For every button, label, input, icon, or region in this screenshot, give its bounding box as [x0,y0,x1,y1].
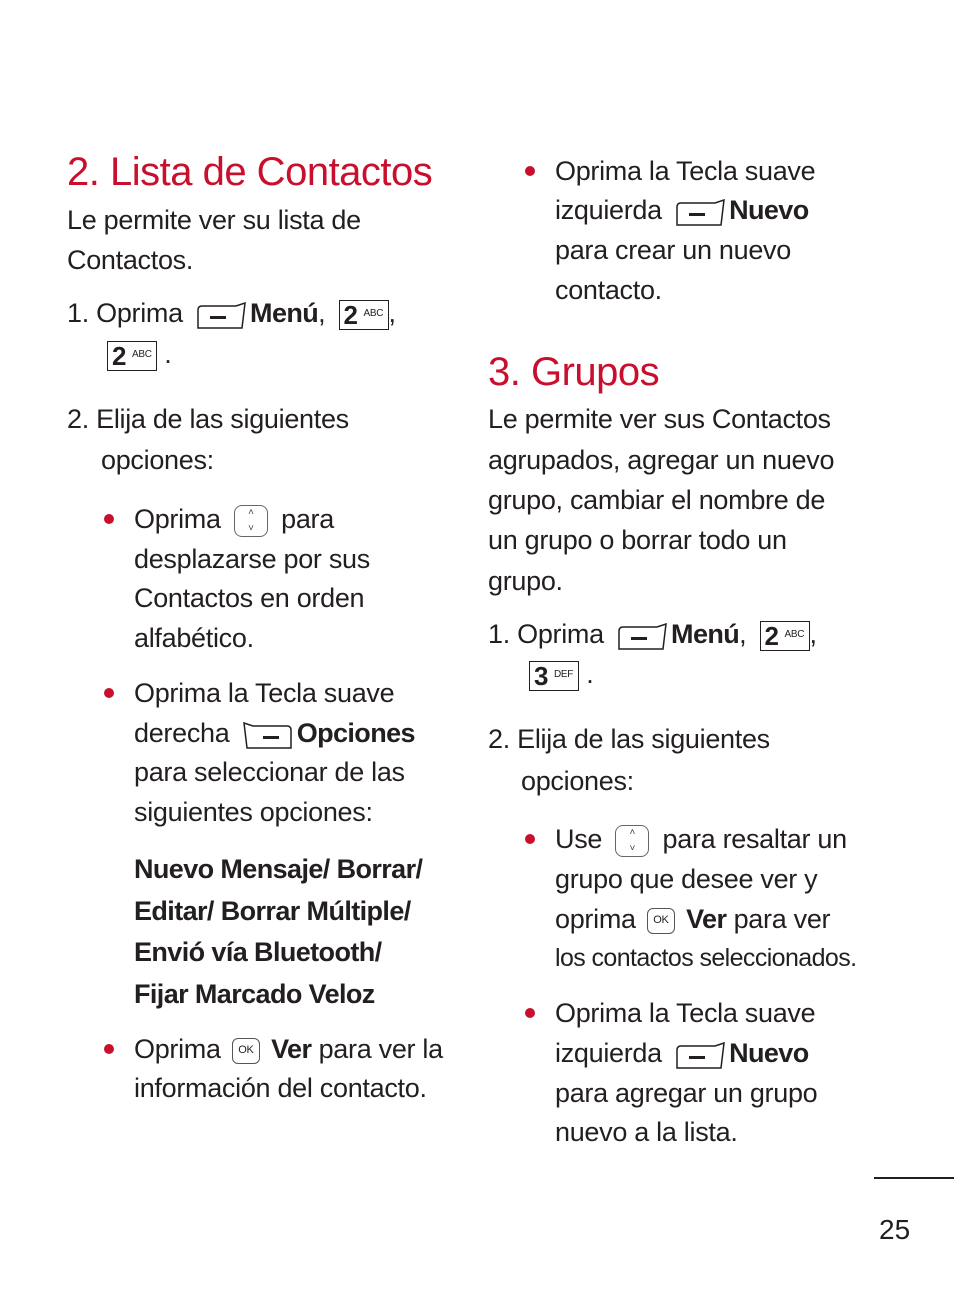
bullet-line [555,819,847,859]
nav-down: ˅ [248,522,254,534]
bullet-text: Oprima [134,1034,221,1064]
step-2-line: opciones: [101,445,214,475]
option-list-line: Nuevo Mensaje/ Borrar/ [134,854,423,884]
intro-line: grupo, cambiar el nombre de [488,485,826,515]
bullet-line: grupo que desee ver y [555,864,818,894]
option-list-line: Fijar Marcado Veloz [134,979,375,1009]
bullet-line: desplazarse por sus [134,544,370,574]
period: . [164,339,172,369]
bullet-line: para agregar un grupo [555,1078,818,1108]
ok-key-icon [232,1038,260,1064]
intro-line: un grupo o borrar todo un [488,525,787,555]
bullet-dot [104,1044,114,1054]
ver-label: Ver [686,904,727,934]
bullet-line: siguientes opciones: [134,797,373,827]
option-list-line: Editar/ Borrar Múltiple/ [134,896,411,926]
bullet-line: Oprima la Tecla suave [555,156,816,186]
options-label: Opciones [296,718,415,748]
left-soft-key-icon [196,302,244,328]
menu-label: Menú [250,298,319,328]
intro-line: Le permite ver su lista de [67,205,361,235]
bullet-line [555,1033,809,1073]
nuevo-label: Nuevo [729,1038,809,1068]
ok-key-label: OK [238,1043,254,1056]
step-2-line: opciones: [521,766,634,796]
key-digit: 2 [343,299,358,330]
key-letters: DEF [554,668,574,680]
bullet-text: derecha [134,718,230,748]
key-3-def-icon [529,661,579,691]
bullet-line [555,190,809,230]
ver-label: Ver [271,1034,312,1064]
bullet-line: Oprima la Tecla suave [555,998,816,1028]
bullet-text: izquierda [555,1038,662,1068]
step-1-prefix: 1. Oprima [67,298,183,328]
bullet-line [555,899,830,939]
left-soft-key-icon [617,623,665,649]
navigation-key-icon [234,505,268,537]
bullet-line: Contactos en orden [134,583,365,613]
key-letters: ABC [363,307,384,319]
bullet-text: para [281,504,334,534]
section-heading-groups: 3. Grupos [488,350,660,394]
comma: , [318,298,326,328]
key-2-abc-icon [760,621,810,651]
step-1-line [67,293,396,333]
page-number: 25 [879,1214,911,1245]
bullet-text: Oprima [134,504,221,534]
key-2-abc-icon [107,341,157,371]
nav-up: ˄ [248,506,254,518]
bullet-line: para seleccionar de las [134,757,405,787]
key-letters: ABC [132,348,152,360]
key-digit: 3 [534,660,549,691]
step-2-line: 2. Elija de las siguientes [488,724,770,754]
comma: , [809,619,817,649]
bullet-dot [525,834,535,844]
intro-line: grupo. [488,566,563,596]
period: . [586,659,594,689]
step-1-line [488,614,817,654]
key-digit: 2 [764,620,779,651]
bullet-line: Oprima la Tecla suave [134,678,395,708]
bullet-line: los contactos seleccionados. [555,944,857,972]
step-1-cont [529,654,593,694]
menu-label: Menú [671,619,740,649]
bullet-dot [525,1008,535,1018]
intro-line: Le permite ver sus Contactos [488,404,831,434]
bullet-dot [525,166,535,176]
bullet-text: oprima [555,904,636,934]
right-soft-key-icon [243,722,291,748]
key-2-abc-icon [339,300,389,330]
nuevo-label: Nuevo [729,195,809,225]
option-list-line: Envió vía Bluetooth/ [134,937,382,967]
bullet-dot [104,688,114,698]
bullet-text: izquierda [555,195,662,225]
navigation-key-icon [615,825,649,857]
intro-line: agrupados, agregar un nuevo [488,445,835,475]
bullet-text: para ver la [318,1034,443,1064]
key-letters: ABC [784,628,805,640]
step-1-prefix: 1. Oprima [488,619,604,649]
bullet-line [134,499,334,539]
comma: , [388,298,396,328]
bullet-line: contacto. [555,275,662,305]
bullet-line: alfabético. [134,623,254,653]
left-soft-key-icon [675,1042,723,1068]
intro-line: Contactos. [67,245,194,275]
nav-down: ˅ [629,842,636,854]
ok-key-icon [647,908,675,934]
bullet-text: Use [555,824,603,854]
bullet-line [134,713,415,753]
bullet-line [134,1029,443,1069]
ok-key-label: OK [653,913,669,926]
footer-rule [874,1177,954,1179]
bullet-line: para crear un nuevo [555,235,791,265]
comma: , [739,619,747,649]
nav-up: ˄ [629,826,636,838]
bullet-dot [104,514,114,524]
bullet-line: información del contacto. [134,1073,427,1103]
bullet-text: para ver [733,904,831,934]
section-heading-contacts: 2. Lista de Contactos [67,150,433,194]
step-1-cont [107,334,171,374]
key-digit: 2 [112,340,127,371]
bullet-line: nuevo a la lista. [555,1117,738,1147]
left-soft-key-icon [675,199,723,225]
step-2-line: 2. Elija de las siguientes [67,404,349,434]
bullet-text: para resaltar un [662,824,847,854]
